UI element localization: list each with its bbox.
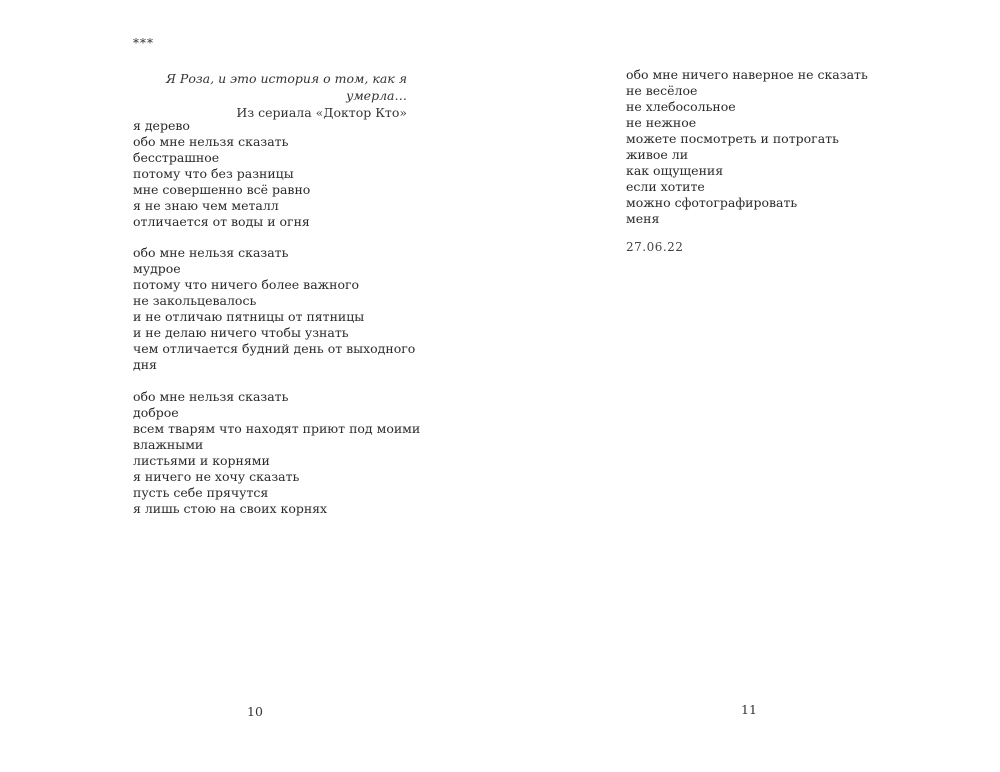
poem-line: обо мне нельзя сказать [133,134,289,149]
poem-line: если хотите [626,179,705,194]
poem-line: не весёлое [626,83,698,98]
poem-line: мудрое [133,261,181,276]
stanza-2 [133,245,415,373]
poem-line: не нежное [626,115,697,130]
poem-line: я лишь стою на своих корнях [133,501,328,516]
stanza-3 [133,389,420,517]
poem-line: я ничего не хочу сказать [133,469,300,484]
poem-line: потому что ничего более важного [133,277,360,292]
poem-line: бесстрашное [133,150,220,165]
poem-line: я не знаю чем металл [133,198,279,213]
poem-line: мне совершенно всё равно [133,182,311,197]
poem-line: потому что без разницы [133,166,294,181]
poem-line: листьями и корнями [133,453,270,468]
poem-line: обо мне нельзя сказать [133,245,289,260]
poem-line: чем отличается будний день от выходного [133,341,416,356]
right-page [500,0,1000,772]
poem-line: обо мне ничего наверное не сказать [626,67,868,82]
poem-line: и не отличаю пятницы от пятницы [133,309,365,324]
epigraph [133,70,407,121]
poem-line: доброе [133,405,179,420]
stanza-4 [626,67,868,227]
poem-line: не хлебосольное [626,99,736,114]
poem-line: отличается от воды и огня [133,214,310,229]
page-number-left: 10 [247,704,263,719]
epigraph-quote: Я Роза, и это история о том, как я умерла… [165,71,407,103]
poem-line: пусть себе прячутся [133,485,269,500]
poem-line: живое ли [626,147,689,162]
poem-line: я дерево [133,118,190,133]
poem-line: можете посмотреть и потрогать [626,131,839,146]
poem-line: меня [626,211,660,226]
page-number-right: 11 [741,702,757,717]
poem-line: не закольцевалось [133,293,257,308]
poem-line: как ощущения [626,163,724,178]
poem-line: дня [133,357,157,372]
poem-line: можно сфотографировать [626,195,798,210]
poem-line: влажными [133,437,204,452]
stanza-1 [133,118,310,230]
epigraph-source: Из сериала «Доктор Кто» [236,105,407,120]
section-asterisks: *** [133,36,154,50]
poem-date: 27.06.22 [626,240,684,254]
poem-line: всем тварям что находят приют под моими [133,421,421,436]
poem-line: обо мне нельзя сказать [133,389,289,404]
poem-line: и не делаю ничего чтобы узнать [133,325,349,340]
